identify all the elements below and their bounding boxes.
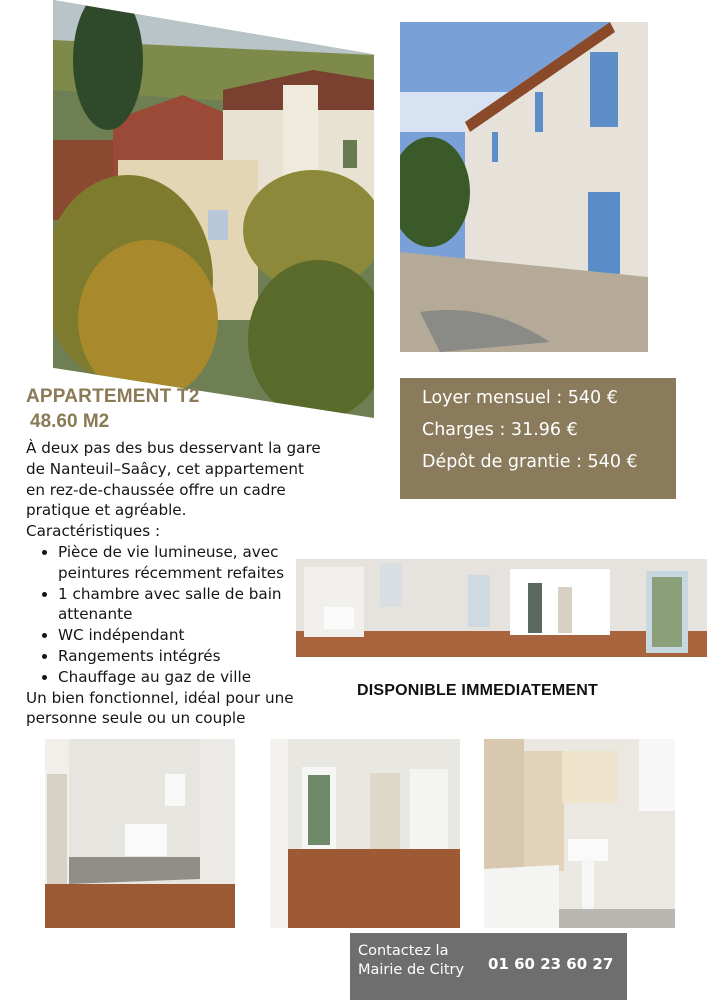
feature-item: • Rangements intégrés — [58, 646, 326, 667]
photo-bedroom — [270, 739, 460, 928]
listing-surface: 48.60 M2 — [30, 411, 110, 432]
contact-label: Contactez la Mairie de Citry — [358, 943, 465, 978]
deposit-text: Dépôt de grantie : 540 € — [422, 452, 638, 472]
feature-item: • WC indépendant — [58, 625, 326, 646]
photo-bathroom — [484, 739, 675, 928]
features-list — [26, 542, 326, 688]
description-intro: À deux pas des bus desservant la gare de Nanteuil–Saâcy, cet appartement en rez-de-chaussée offre un cadre pratique et agréable. — [26, 439, 321, 520]
features-heading: Caractéristiques : — [26, 522, 161, 541]
photo-kitchenette — [45, 739, 235, 928]
availability-banner: DISPONIBLE IMMEDIATEMENT — [357, 682, 598, 699]
feature-item: • Pièce de vie lumineuse, avec peintures récemment refaites — [58, 542, 326, 584]
photo-living-panorama — [296, 559, 707, 657]
listing-description — [26, 438, 326, 729]
contact-box — [350, 933, 627, 1000]
feature-item: • 1 chambre avec salle de bain attenante — [58, 584, 326, 626]
photo-village-rooftops — [53, 0, 374, 418]
rent-text: Loyer mensuel : 540 € — [422, 388, 618, 408]
feature-item: • Chauffage au gaz de ville — [58, 667, 326, 688]
price-box — [400, 378, 676, 499]
description-conclusion: Un bien fonctionnel, idéal pour une personne seule ou un couple — [26, 688, 294, 728]
contact-phone[interactable]: 01 60 23 60 27 — [488, 955, 614, 973]
charges-text: Charges : 31.96 € — [422, 420, 578, 440]
listing-title: APPARTEMENT T2 — [26, 386, 200, 407]
photo-courtyard-facade — [400, 22, 648, 352]
